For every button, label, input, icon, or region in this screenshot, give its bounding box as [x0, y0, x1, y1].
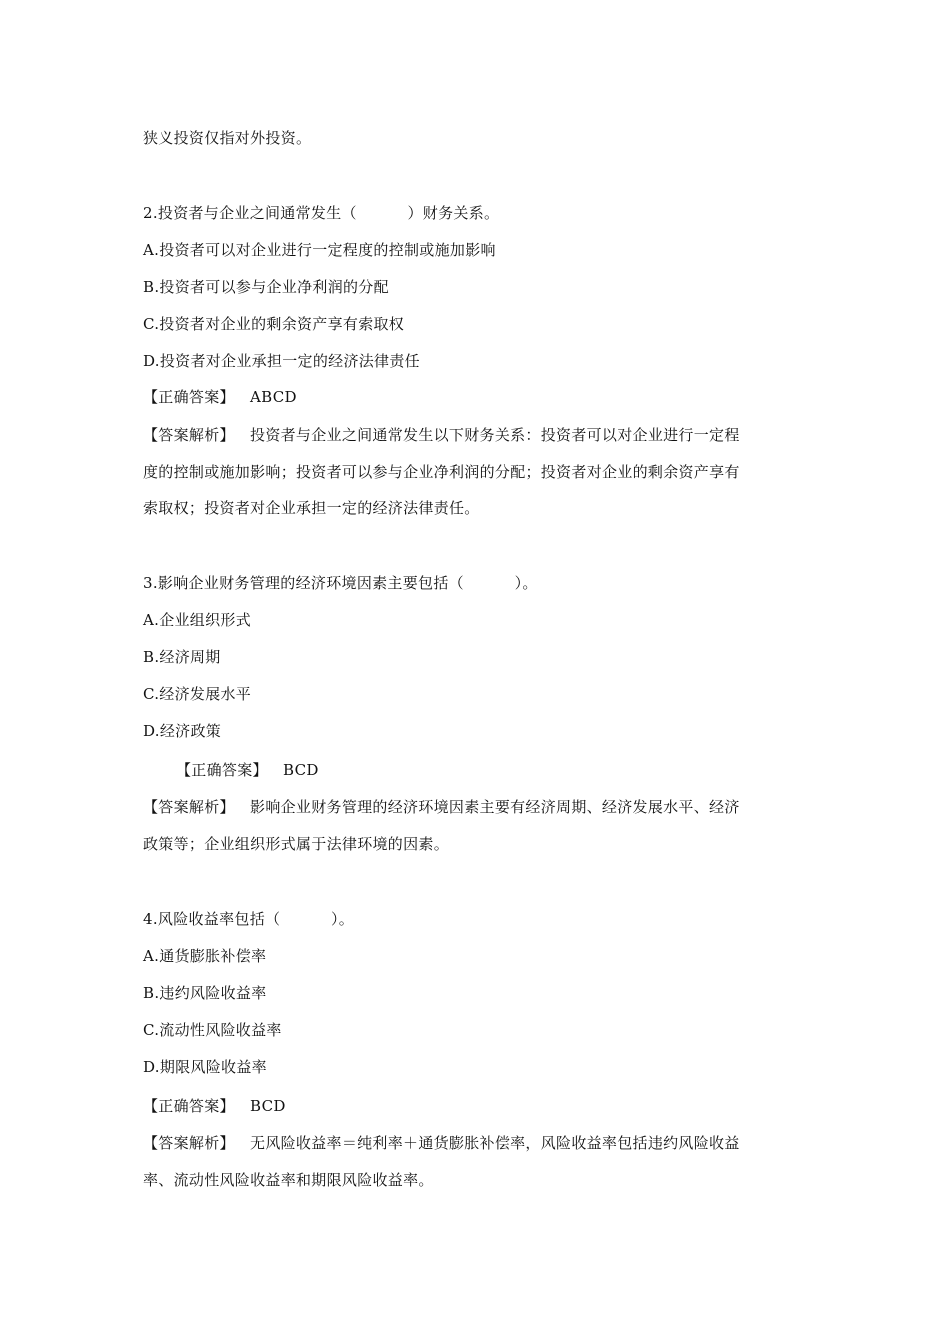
question-4-analysis-line-1: [143, 1132, 740, 1154]
question-2-analysis-line-2: 度的控制或施加影响；投资者可以参与企业净利润的分配；投资者对企业的剩余资产享有: [143, 463, 740, 481]
analysis-text: 投资者与企业之间通常发生以下财务关系：投资者可以对企业进行一定程: [250, 426, 740, 444]
answer-label: 【正确答案】: [143, 388, 235, 406]
question-3-analysis-line-2: 政策等；企业组织形式属于法律环境的因素。: [143, 835, 450, 853]
answer-value: BCD: [250, 1097, 286, 1115]
question-3-option-c: C.经济发展水平: [143, 685, 252, 703]
answer-label: 【正确答案】: [176, 761, 268, 779]
question-4-option-d: D.期限风险收益率: [143, 1058, 267, 1076]
question-3-stem: 3.影响企业财务管理的经济环境因素主要包括（ ）。: [143, 574, 538, 592]
question-3-answer: [176, 759, 319, 781]
answer-value: ABCD: [250, 388, 297, 406]
question-2-analysis-line-3: 索取权；投资者对企业承担一定的经济法律责任。: [143, 499, 480, 517]
analysis-text: 无风险收益率＝纯利率＋通货膨胀补偿率，风险收益率包括违约风险收益: [250, 1134, 740, 1152]
question-4-option-b: B.违约风险收益率: [143, 984, 267, 1002]
question-3-option-a: A.企业组织形式: [143, 611, 252, 629]
analysis-label: 【答案解析】: [143, 426, 235, 444]
analysis-label: 【答案解析】: [143, 1134, 235, 1152]
question-2-answer: [143, 386, 297, 408]
question-3-option-b: B.经济周期: [143, 648, 221, 666]
intro-text: 狭义投资仅指对外投资。: [143, 129, 312, 147]
question-4-stem: 4.风险收益率包括（ ）。: [143, 910, 355, 928]
analysis-text: 影响企业财务管理的经济环境因素主要有经济周期、经济发展水平、经济: [250, 798, 740, 816]
question-4-analysis-line-2: 率、流动性风险收益率和期限风险收益率。: [143, 1171, 434, 1189]
question-2-option-b: B.投资者可以参与企业净利润的分配: [143, 278, 389, 296]
question-4-answer: [143, 1095, 286, 1117]
analysis-label: 【答案解析】: [143, 798, 235, 816]
answer-label: 【正确答案】: [143, 1097, 235, 1115]
question-2-option-d: D.投资者对企业承担一定的经济法律责任: [143, 352, 420, 370]
question-2-option-c: C.投资者对企业的剩余资产享有索取权: [143, 315, 405, 333]
question-3-option-d: D.经济政策: [143, 722, 222, 740]
question-3-analysis-line-1: [143, 796, 740, 818]
question-2-analysis-line-1: [143, 424, 740, 446]
question-4-option-a: A.通货膨胀补偿率: [143, 947, 267, 965]
answer-value: BCD: [283, 761, 319, 779]
question-2-stem: 2.投资者与企业之间通常发生（ ）财务关系。: [143, 204, 500, 222]
question-4-option-c: C.流动性风险收益率: [143, 1021, 282, 1039]
question-2-option-a: A.投资者可以对企业进行一定程度的控制或施加影响: [143, 241, 496, 259]
